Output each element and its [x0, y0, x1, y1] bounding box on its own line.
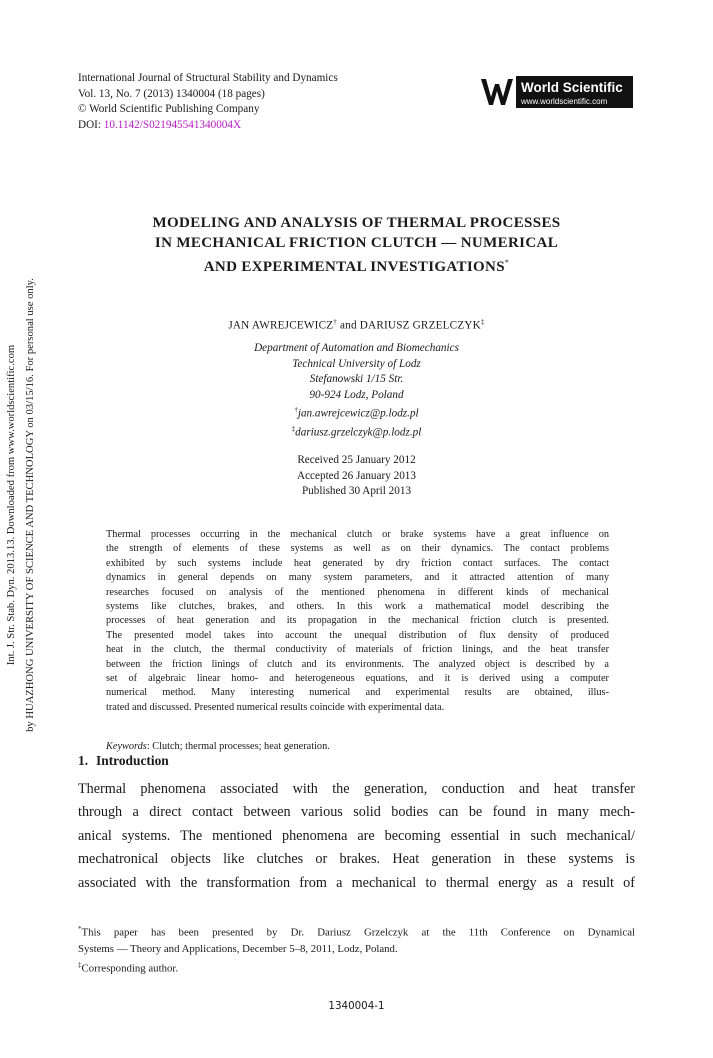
abstract-line: Thermal processes occurring in the mechanical clutch or brake systems have a great influence on	[106, 529, 609, 540]
affiliation-city: 90-924 Lodz, Poland	[309, 388, 404, 401]
affiliation	[78, 341, 635, 441]
doi-label: DOI:	[78, 118, 101, 131]
author-list	[78, 318, 635, 332]
author-conjunction: and	[340, 319, 357, 332]
journal-doi-line	[78, 118, 338, 134]
section-title: Introduction	[96, 753, 169, 768]
download-note-line1: Int. J. Str. Stab. Dyn. 2013.13. Downloaded from www.worldscientific.com	[6, 344, 17, 666]
section-number: 1.	[78, 753, 89, 768]
journal-volume: Vol. 13, No. 7 (2013) 1340004 (18 pages)	[78, 87, 265, 100]
keywords	[106, 741, 330, 752]
footnote-1-line-1: *This paper has been presented by Dr. Dariusz Grzelczyk at the 11th Conference on Dynamical	[78, 925, 635, 939]
footnote-1-line-2: Systems — Theory and Applications, December 5–8, 2011, Lodz, Poland.	[78, 942, 398, 955]
abstract-line: trated and discussed. Presented numerical results coincide with experimental data.	[106, 701, 445, 713]
abstract-line: between the friction linings of clutch and its environments. The analyzed object is described by a	[106, 658, 609, 670]
journal-name: International Journal of Structural Stability and Dynamics	[78, 72, 338, 84]
publication-dates	[78, 453, 635, 500]
abstract-line: the strength of elements of these systems as well as on their dynamics. The contact problems	[106, 543, 609, 555]
paper-title	[78, 214, 635, 278]
abstract-line: researches focused on analysis of the mentioned phenomena in different kinds of mechanical	[106, 586, 609, 598]
keywords-label: Keywords	[106, 741, 147, 752]
keywords-text: : Clutch; thermal processes; heat generation.	[146, 741, 330, 752]
journal-header	[78, 71, 338, 133]
footnote-1-mark: *	[78, 925, 82, 933]
journal-copyright: © World Scientific Publishing Company	[78, 103, 260, 115]
abstract-line: heat in the clutch, the thermal conductivity of materials of friction linings, and the heat transfer	[106, 644, 609, 656]
abstract-line: dynamics in general depends on many system parameters, and it attracted attention of many	[106, 572, 609, 584]
intro-line: mechatronical objects like clutches or brakes. Heat generation in these systems is	[78, 851, 635, 868]
intro-line: associated with the transformation from a mechanical to thermal energy as a result of	[78, 874, 635, 891]
doi-link[interactable]: 10.1142/S021945541340004X	[103, 118, 242, 131]
author-1-mark: †	[333, 318, 337, 326]
affiliation-street: Stefanowski 1/15 Str.	[309, 373, 404, 385]
abstract-line: exhibited by such systems include heat generated by dry friction contact surfaces. The contact	[106, 557, 609, 569]
download-note	[2, 260, 42, 750]
title-line-3: AND EXPERIMENTAL INVESTIGATIONS*	[203, 258, 510, 275]
author-2: DARIUSZ GRZELCZYK	[359, 319, 481, 332]
abstract-line: set of algebraic linear homo- and heterogeneous equations, and it is derived using a computer	[106, 673, 609, 685]
footnote-2-mark: ‡	[78, 960, 82, 969]
email-2[interactable]: ‡dariusz.grzelczyk@p.lodz.pl	[291, 425, 422, 439]
intro-line: Thermal phenomena associated with the generation, conduction and heat transfer	[78, 781, 635, 797]
affiliation-department: Department of Automation and Biomechanics	[254, 342, 459, 354]
abstract-line: numerical method. Many interesting numerical and experimental results are obtained, illus-	[106, 687, 609, 699]
page-number: 1340004-1	[328, 1000, 385, 1012]
abstract-line: The presented model takes into account the unequal distribution of flux density of produced	[106, 629, 609, 641]
author-1: JAN AWREJCEWICZ	[228, 319, 334, 332]
date-accepted: Accepted 26 January 2013	[297, 469, 416, 482]
abstract	[106, 528, 609, 715]
intro-line: anical systems. The mentioned phenomena are becoming essential in such mechanical/	[78, 827, 635, 844]
affiliation-university: Technical University of Lodz	[292, 357, 421, 370]
date-received: Received 25 January 2012	[297, 454, 416, 466]
logo-brand-text: World Scientific	[521, 80, 623, 95]
abstract-line: systems like clutches, brakes, and others. In this work a mathematical model describing the	[106, 601, 609, 613]
footnotes	[78, 921, 635, 976]
intro-line: through a direct contact between various solid bodies can be found in many mech-	[78, 804, 635, 821]
introduction-body	[78, 778, 635, 895]
logo-url-text: www.worldscientific.com	[521, 97, 608, 106]
world-scientific-logo-icon	[478, 76, 633, 108]
email-1[interactable]: †jan.awrejcewicz@p.lodz.pl	[294, 406, 419, 420]
publisher-logo	[478, 76, 633, 108]
date-published: Published 30 April 2013	[301, 485, 412, 497]
download-note-line2: by HUAZHONG UNIVERSITY OF SCIENCE AND TECHNOLOGY on 03/15/16. For personal use only.	[25, 278, 36, 732]
section-heading	[78, 753, 169, 769]
footnote-2: ‡Corresponding author.	[78, 960, 179, 975]
abstract-line: processes of heat generation and its propagation in the mechanical friction clutch is presented.	[106, 615, 609, 627]
author-2-mark: ‡	[480, 318, 485, 326]
title-footnote-mark: *	[504, 258, 510, 267]
title-line-1: MODELING AND ANALYSIS OF THERMAL PROCESSES	[152, 215, 561, 231]
title-line-2: IN MECHANICAL FRICTION CLUTCH — NUMERICAL	[154, 234, 559, 251]
